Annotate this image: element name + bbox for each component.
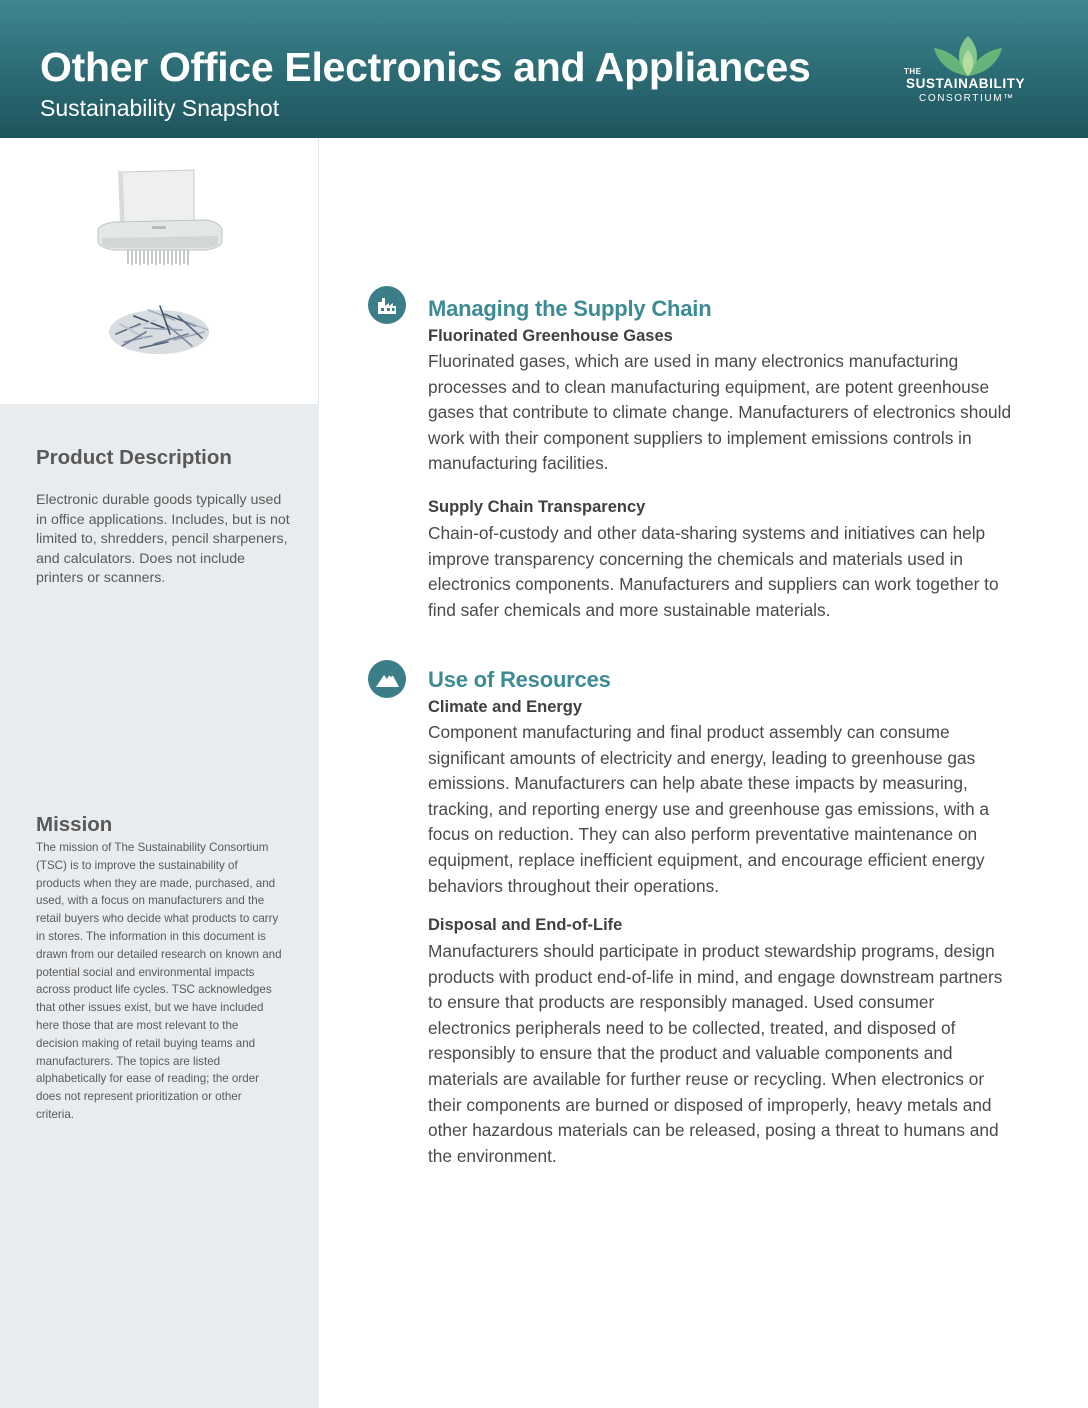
page-header <box>0 0 1088 138</box>
factory-icon <box>368 286 406 324</box>
leaf-logo-icon <box>928 34 1008 78</box>
page-title: Other Office Electronics and Appliances <box>40 44 811 90</box>
mission-text: The mission of The Sustainability Consortium (TSC) is to improve the sustainability of products when they are made, purchased, and used, with a focus on manufacturers and the retail buyers who decide what products to carry in stores. The information in this document is drawn from our detailed research on known and potential social and environmental impacts across product life cycles. TSC acknowledges that other issues exist, but we have included here those that are most relevant to the decision making of retail buying teams and manufacturers. The topics are listed alphabetically for ease of reading; the order does not represent prioritization or other criteria. <box>36 841 282 1121</box>
page-subtitle: Sustainability Snapshot <box>40 95 280 121</box>
section-title-supply-chain: Managing the Supply Chain <box>428 296 712 321</box>
topic-text-supply-chain-transparency: Chain-of-custody and other data-sharing systems and initiatives can help improve transparency concerning the chemicals and materials used in electronics components. Manufacturers and suppliers can work together to find safer chemicals and more sustainable materials. <box>428 523 999 620</box>
topic-heading-disposal: Disposal and End-of-Life <box>428 916 623 934</box>
logo-text-the: THE <box>904 67 922 76</box>
topic-heading-fluorinated-gases: Fluorinated Greenhouse Gases <box>428 327 673 345</box>
product-description-text: Electronic durable goods typically used in office applications. Includes, but is not limited to, shredders, pencil sharpeners, and calculators. Does not include printers or scanners. <box>36 492 290 586</box>
logo-text-sub: CONSORTIUM™ <box>919 93 1015 104</box>
section-title-use-of-resources: Use of Resources <box>428 667 611 692</box>
mountain-icon <box>368 660 406 698</box>
sustainability-consortium-logo <box>900 34 1030 110</box>
topic-text-fluorinated-gases: Fluorinated gases, which are used in many electronics manufacturing processes and to clean manufacturing equipment, are potent greenhouse gases that contribute to climate change. Manufacturers of electronics should work with their component suppliers to implement emissions controls in manufacturing facilities. <box>428 351 1012 474</box>
product-image-panel <box>0 138 319 404</box>
topic-heading-climate-energy: Climate and Energy <box>428 698 583 716</box>
paper-shredder-image <box>94 168 228 268</box>
topic-heading-supply-chain-transparency: Supply Chain Transparency <box>428 498 646 516</box>
product-description-heading: Product Description <box>36 446 232 469</box>
logo-text-name: SUSTAINABILITY <box>906 76 1026 91</box>
topic-text-climate-energy: Component manufacturing and final product assembly can consume significant amounts of electricity and energy, leading to greenhouse gas emissions. Manufacturers can help abate these impacts by measuring, tracking, and reporting energy use and greenhouse gas emissions, with a focus on reduction. They can also perform preventative maintenance on equipment, replace inefficient equipment, and encourage efficient energy behaviors throughout their operations. <box>428 722 990 896</box>
shredded-paper-image <box>104 294 214 360</box>
topic-text-disposal: Manufacturers should participate in product stewardship programs, design products with product end-of-life in mind, and engage downstream partners to ensure that products are responsibly managed. Used consumer electronics peripherals need to be collected, treated, and disposed of responsibly to ensure that the product and valuable components and materials are available for further reuse or recycling. When electronics or their components are burned or disposed of improperly, heavy metals and other hazardous materials can be released, posing a threat to humans and the environment. <box>428 941 1003 1166</box>
mission-heading: Mission <box>36 813 113 836</box>
